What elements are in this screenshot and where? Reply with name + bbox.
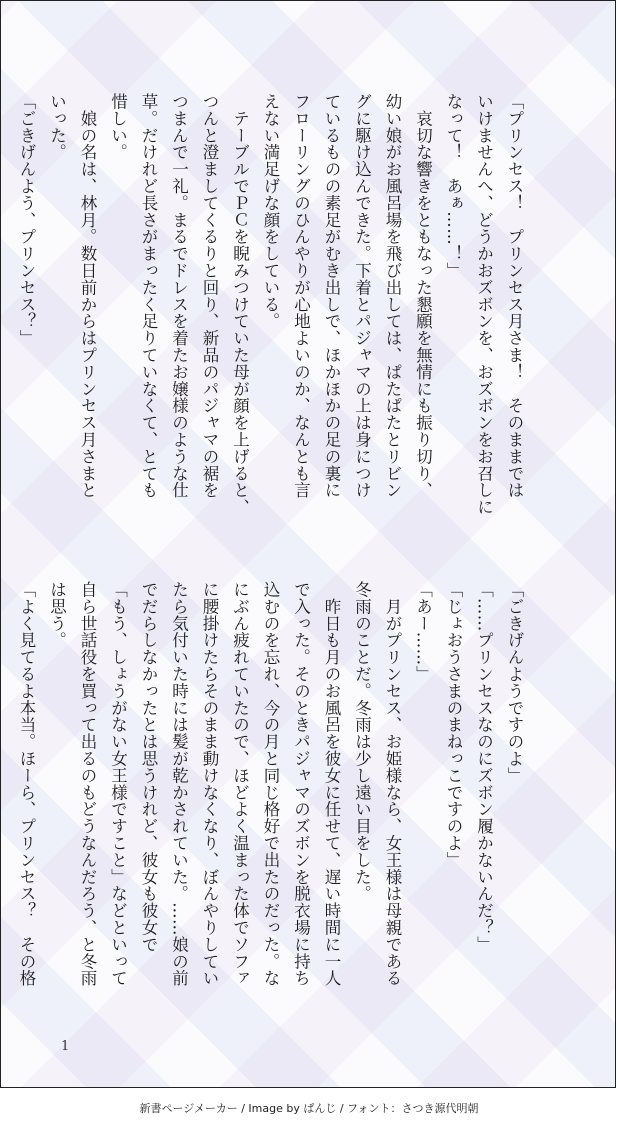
paragraph: 「よく見てるよ本当。ほーら、プリンセス？ その格 [17, 581, 36, 987]
paragraph: 月がプリンセス、お姫様なら、女王様は母親である 冬雨のことだ。冬雨は少し遠い目をした。 [352, 581, 402, 987]
paragraph: 娘の名は、林月。数日前からはプリンセス月さまと いった。 [47, 93, 97, 499]
page-number: 1 [61, 1039, 70, 1054]
paragraph: 「あー……」 [413, 581, 433, 683]
paragraph: テーブルでＰＣを睨みつけていた母が顔を上げると、 つんと澄ましてくるりと回り、新品のパジャマの裾を つまんで一礼。まるでドレスを着たお嬢様のような仕 草。だけれど長さがまったく足りていなくて、とても 惜しい。 [108, 93, 250, 516]
paragraph: 「ごきげんようですのよ」 [505, 581, 524, 784]
paragraph: 昨日も月のお風呂を彼女に任せて、遅い時間に一人 で入った。そのときパジャマのズボンを脱衣場に持ち 込むのを忘れ、今の月と同じ格好で出たのだった。な にぶん疲れていたので、ほどよく温まった体でソファ に腰掛けたらそのまま動けなくなり、ぼんやりしてい たら気付いた時には髪が乾かされていた。……娘の前 でだらしなかったとは思うけれど、彼女も彼女で 「もう、しょうがない女王様ですこと」などといって 自ら世話役を買って出るのもどうなんだろう、と冬雨 は思う。 [47, 581, 341, 987]
paragraph: 「じょおうさまのまねっこですのよ」 [444, 581, 463, 869]
paragraph: 「……プリンセスなのにズボン履かないんだ？」 [474, 581, 494, 953]
paragraph: 「プリンセス！ プリンセス月さま！ そのままでは いけませんへ、どうかおズボンを、おズボンをお召しに なって！ あぁ……！」 [444, 93, 524, 516]
upper-text-pane [17, 93, 529, 529]
paragraph: 「ごきげんよう、プリンセス？」 [17, 93, 36, 347]
paragraph: 哀切な響きをともなった懇願を無情にも振り切り、 幼い娘がお風呂場を飛び出しては、ぱたぱたとリビン グに駆け込んできた。下着とパジャマの上は身につけ ているものの素足がむき出しで、ほかほかの足の裏に フローリングのひんやりが心地よいのか、なんとも言 えない満足げな顔をしている。 [261, 93, 433, 499]
lower-text-pane [17, 581, 529, 1017]
credit-line: 新書ページメーカー / Image by ぱんじ / フォント：さつき源代明朝 [139, 1102, 479, 1115]
